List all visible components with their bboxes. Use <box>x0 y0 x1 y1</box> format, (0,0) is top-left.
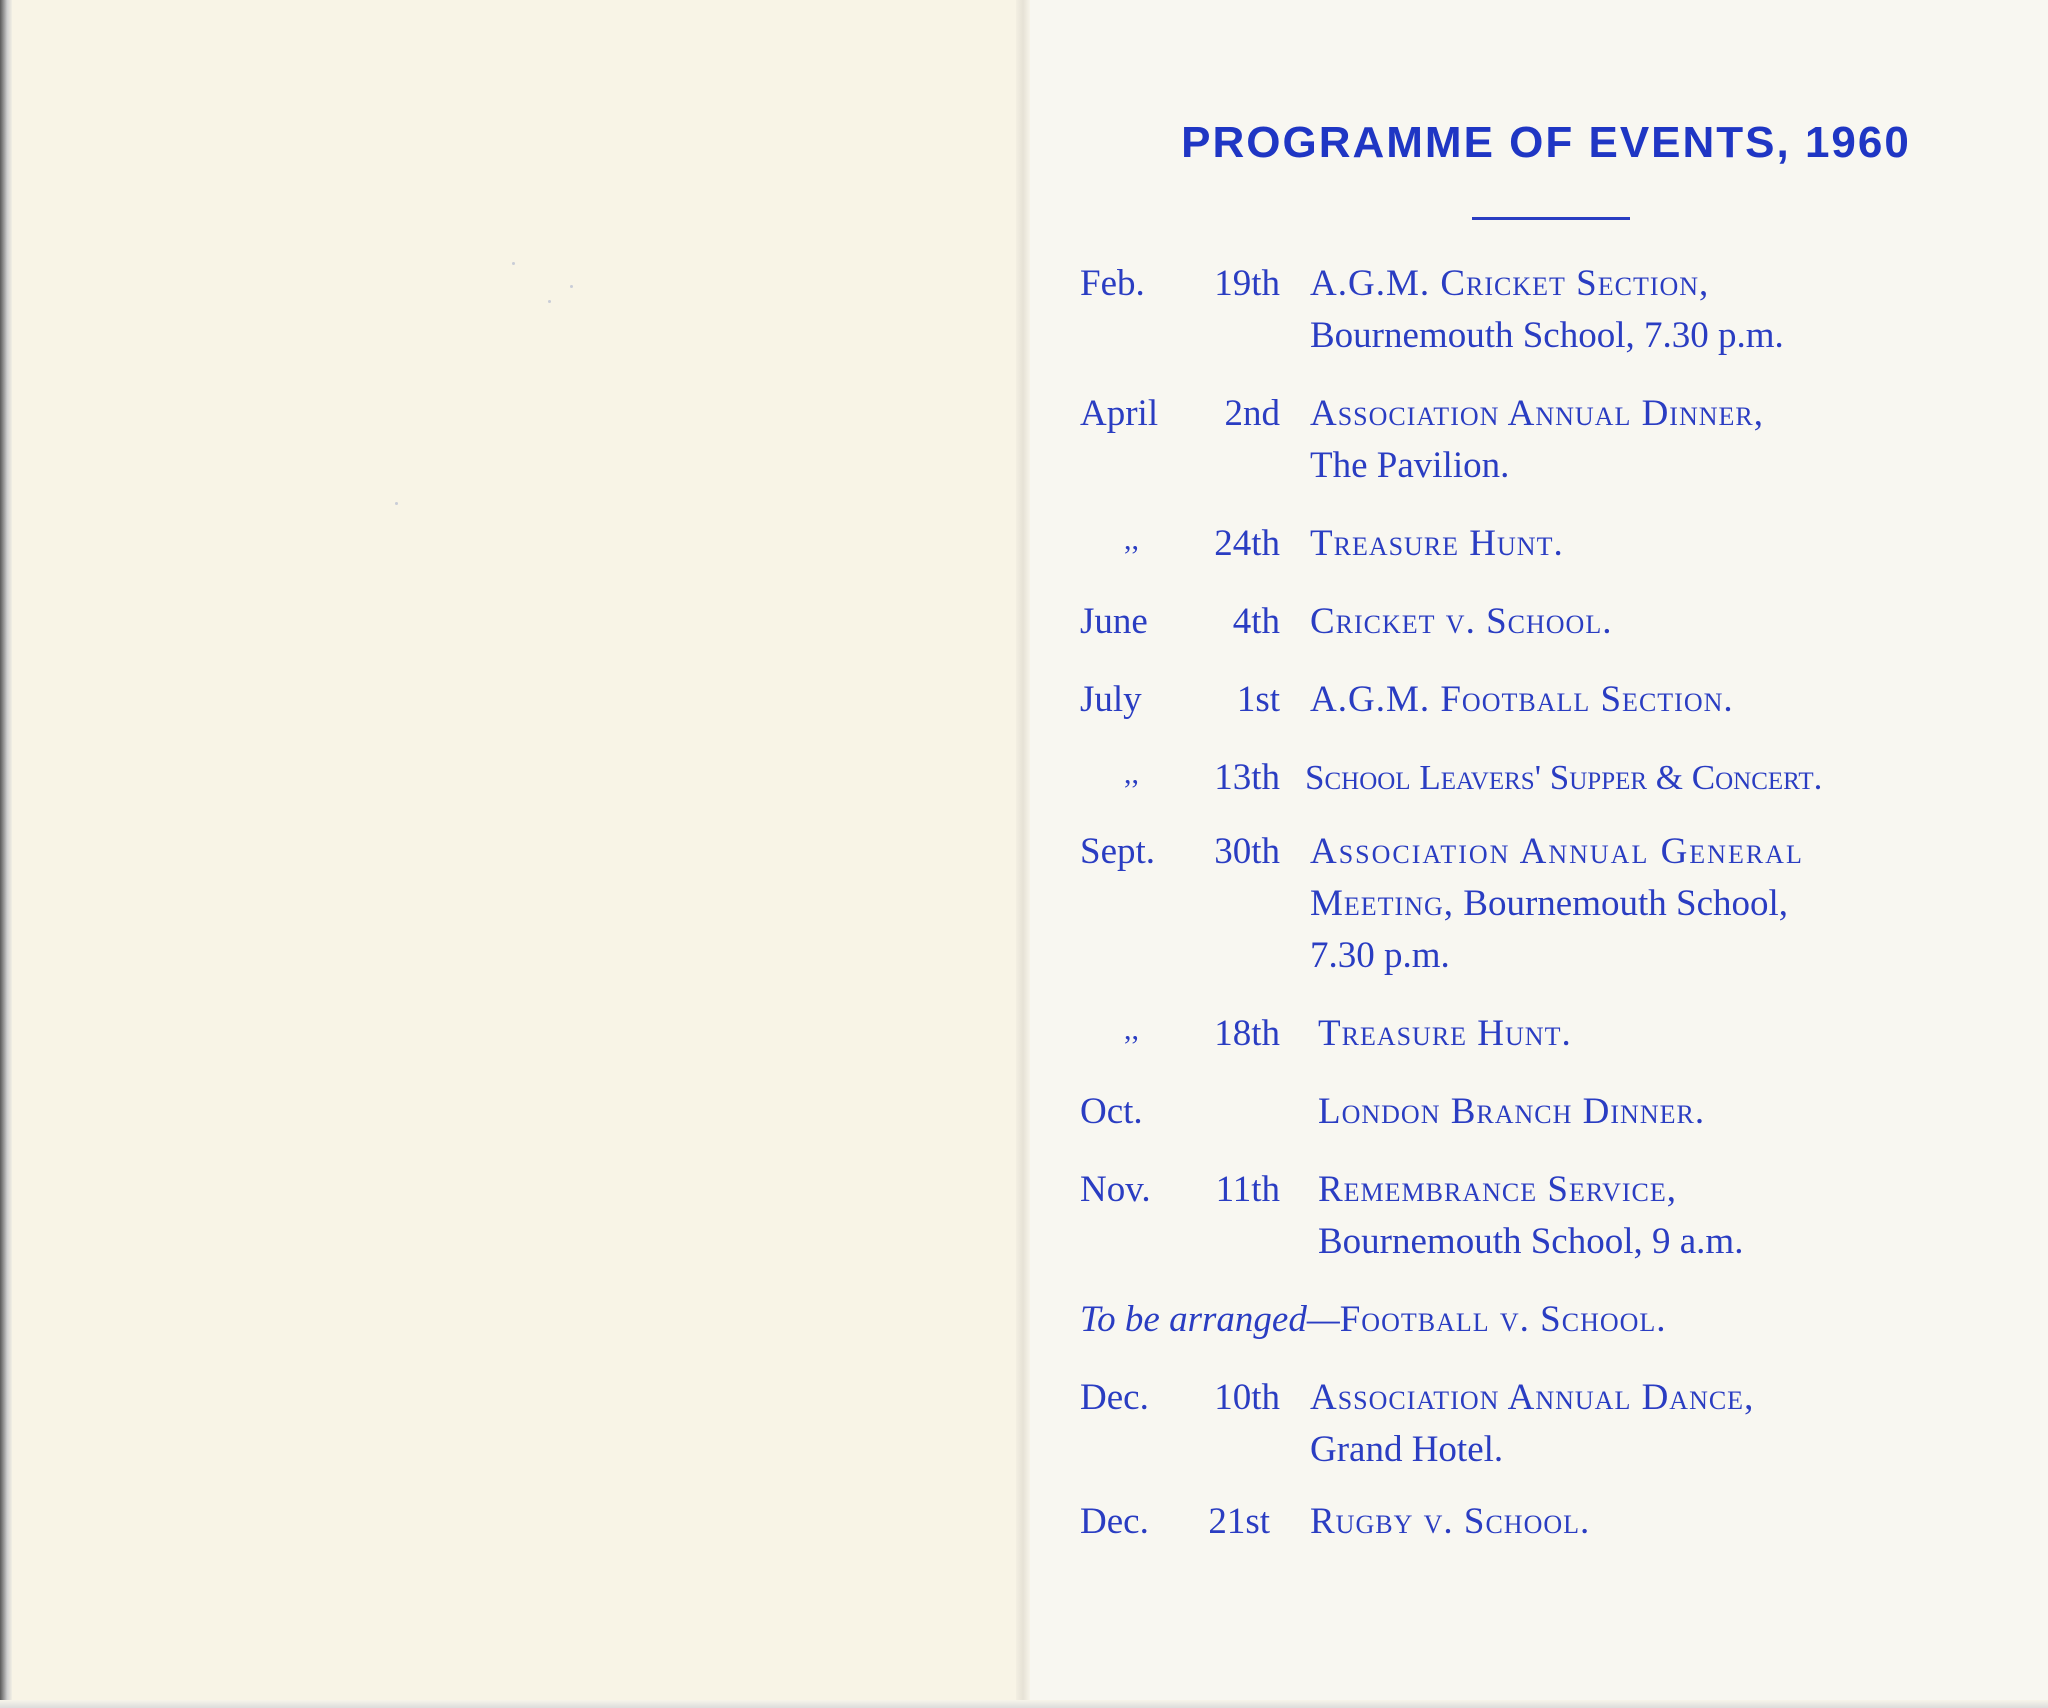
event-title: A.G.M. Football Section. <box>1310 679 1734 720</box>
event-title: Remembrance Service, <box>1318 1169 1678 1210</box>
event-description <box>1310 1496 2020 1548</box>
event-description <box>1310 388 2020 492</box>
ink-speck <box>395 502 398 505</box>
event-title: Association Annual Dance, <box>1310 1377 1755 1418</box>
card-left-edge <box>0 0 12 1708</box>
event-description <box>1310 258 2020 362</box>
event-detail: Bournemouth School, 9 a.m. <box>1318 1221 1744 1262</box>
event-title: Treasure Hunt. <box>1310 523 1564 564</box>
event-detail: Bournemouth School, 7.30 p.m. <box>1310 315 1784 356</box>
event-detail-line-2: 7.30 p.m. <box>1310 935 1450 976</box>
event-description <box>1310 1372 2020 1476</box>
event-description <box>1318 1086 2028 1138</box>
event-description <box>1310 596 2020 648</box>
event-title: Treasure Hunt. <box>1318 1013 1572 1054</box>
event-title: Rugby v. School. <box>1310 1501 1591 1542</box>
event-unscheduled: To be arranged—Football v. School. <box>1080 1299 1667 1340</box>
blank-left-page <box>12 0 1022 1700</box>
event-title: Association Annual General <box>1310 831 1804 872</box>
event-detail: Grand Hotel. <box>1310 1429 1504 1470</box>
ink-speck <box>570 285 573 288</box>
event-title: Association Annual Dinner, <box>1310 393 1764 434</box>
event-title: A.G.M. Cricket Section, <box>1310 263 1710 304</box>
title-underline <box>1472 217 1630 220</box>
event-detail: Meeting, Bournemouth School, <box>1310 883 1789 924</box>
event-description <box>1318 1008 2028 1060</box>
ink-speck <box>512 262 515 265</box>
event-description <box>1310 518 2020 570</box>
event-title: School Leavers' Supper & Concert. <box>1305 758 1823 797</box>
page-title: PROGRAMME OF EVENTS, 1960 <box>1181 118 1911 167</box>
event-description <box>1310 674 2020 726</box>
programme-card: PROGRAMME OF EVENTS, 1960 Feb. 19th A.G.M. Cricket Section, Bournemouth School, 7.30 p.m. April 2nd Association Annual Dinner, The Pavilion. ,, 24th Treasure Hunt. June 4th Cricket v. School. July 1st A.G.M. Football Section. ,, 13th School Leavers' Supper & Concert. Sept. 30th Association Annual General Meeting, Bournemouth School, 7.30 p.m. ,, 18th Treasure Hunt. Oct. London Branch Dinner. Nov. 11th Remembrance Service, Bournemouth School, 9 a.m. To be arranged—Football v. School. Dec. 10th Association Annual Dance, Grand Hotel. Dec. 21st Rugby v. School. <box>0 0 2048 1708</box>
event-detail: The Pavilion. <box>1310 445 1510 486</box>
ink-speck <box>548 300 551 303</box>
event-description <box>1318 1164 2028 1268</box>
card-fold <box>1016 0 1030 1700</box>
event-title: Cricket v. School. <box>1310 601 1613 642</box>
event-description <box>1310 826 2020 982</box>
card-bottom-edge <box>0 1700 2048 1708</box>
event-description <box>1305 752 2045 804</box>
event-title: London Branch Dinner. <box>1318 1091 1706 1132</box>
